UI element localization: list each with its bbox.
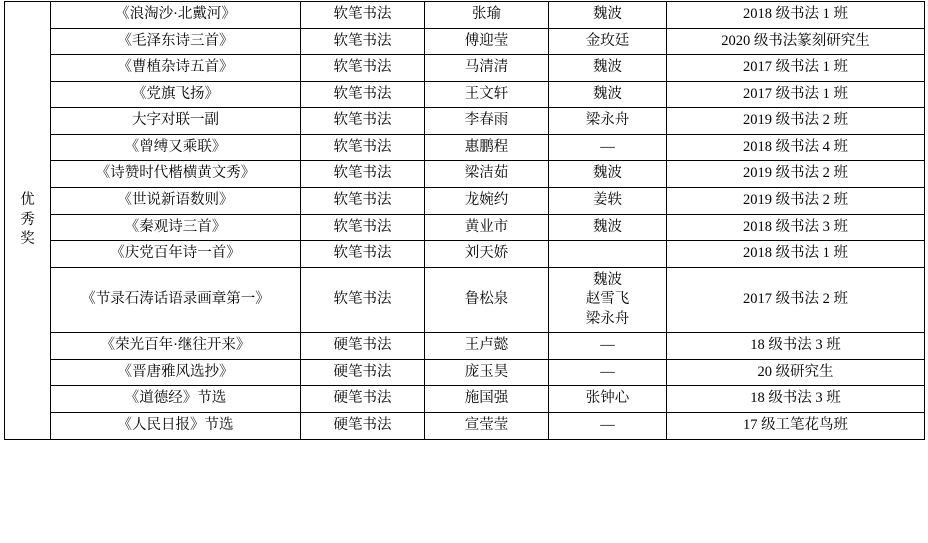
cell-class: 2018 级书法 3 班: [667, 214, 925, 241]
cell-class: 2019 级书法 2 班: [667, 187, 925, 214]
cell-work-title: 《庆党百年诗一首》: [51, 241, 301, 268]
cell-class: 2018 级书法 1 班: [667, 241, 925, 268]
cell-teacher: —: [549, 333, 667, 360]
cell-teacher: [549, 267, 667, 333]
cell-author: 施国强: [425, 386, 549, 413]
cell-category-type: 软笔书法: [301, 134, 425, 161]
category-cell: [5, 2, 51, 440]
cell-teacher: 魏波: [549, 55, 667, 82]
cell-category-type: 软笔书法: [301, 161, 425, 188]
cell-class: 2020 级书法篆刻研究生: [667, 28, 925, 55]
cell-author: 刘天娇: [425, 241, 549, 268]
cell-work-title: 《荣光百年·继往开来》: [51, 333, 301, 360]
table-row: [5, 413, 925, 440]
cell-class: 2019 级书法 2 班: [667, 161, 925, 188]
cell-category-type: 软笔书法: [301, 187, 425, 214]
table-row: [5, 386, 925, 413]
cell-teacher: 魏波: [549, 161, 667, 188]
cell-teacher: 魏波: [549, 2, 667, 29]
cell-category-type: 硬笔书法: [301, 333, 425, 360]
award-table: [4, 1, 925, 440]
teacher-name: 梁永舟: [585, 310, 630, 327]
cell-author: 梁洁茹: [425, 161, 549, 188]
category-label: [7, 191, 48, 250]
cell-teacher: 魏波: [549, 214, 667, 241]
cell-work-title: 《世说新语数则》: [51, 187, 301, 214]
table-row: [5, 108, 925, 135]
table-row: [5, 81, 925, 108]
document-page: [0, 1, 928, 543]
cell-class: 2017 级书法 1 班: [667, 55, 925, 82]
cell-work-title: 大字对联一副: [51, 108, 301, 135]
table-row: [5, 214, 925, 241]
cell-class: 17 级工笔花鸟班: [667, 413, 925, 440]
category-char: 奖: [20, 231, 35, 248]
cell-author: 惠鹏程: [425, 134, 549, 161]
cell-teacher: 梁永舟: [549, 108, 667, 135]
cell-author: 傅迎莹: [425, 28, 549, 55]
cell-work-title: 《曹植杂诗五首》: [51, 55, 301, 82]
cell-work-title: 《晋唐雅风选抄》: [51, 359, 301, 386]
cell-class: 2018 级书法 1 班: [667, 2, 925, 29]
cell-work-title: 《秦观诗三首》: [51, 214, 301, 241]
table-row: [5, 241, 925, 268]
cell-teacher: [549, 241, 667, 268]
cell-class: 18 级书法 3 班: [667, 386, 925, 413]
cell-work-title: 《曾缚又乘联》: [51, 134, 301, 161]
cell-work-title: 《毛泽东诗三首》: [51, 28, 301, 55]
cell-teacher: —: [549, 413, 667, 440]
cell-teacher: —: [549, 359, 667, 386]
table-row: [5, 359, 925, 386]
table-row: [5, 28, 925, 55]
table-row: [5, 161, 925, 188]
teacher-name: 魏波: [593, 271, 622, 288]
cell-work-title: 《党旗飞扬》: [51, 81, 301, 108]
cell-category-type: 硬笔书法: [301, 413, 425, 440]
cell-author: 黄业市: [425, 214, 549, 241]
table-row: [5, 55, 925, 82]
cell-category-type: 硬笔书法: [301, 386, 425, 413]
cell-category-type: 硬笔书法: [301, 359, 425, 386]
cell-author: 王文轩: [425, 81, 549, 108]
cell-work-title: 《道德经》节选: [51, 386, 301, 413]
cell-work-title: 《诗赞时代楷横黄文秀》: [51, 161, 301, 188]
table-row: [5, 267, 925, 333]
cell-author: 庞玉昊: [425, 359, 549, 386]
category-char: 秀: [20, 211, 35, 228]
cell-class: 2019 级书法 2 班: [667, 108, 925, 135]
cell-category-type: 软笔书法: [301, 241, 425, 268]
cell-work-title: 《浪淘沙·北戴河》: [51, 2, 301, 29]
cell-category-type: 软笔书法: [301, 28, 425, 55]
cell-author: 王卢懿: [425, 333, 549, 360]
category-char: 优: [20, 191, 35, 208]
cell-author: 马清清: [425, 55, 549, 82]
cell-class: 20 级研究生: [667, 359, 925, 386]
cell-teacher: —: [549, 134, 667, 161]
cell-class: 18 级书法 3 班: [667, 333, 925, 360]
cell-class: 2017 级书法 1 班: [667, 81, 925, 108]
cell-teacher: 姜轶: [549, 187, 667, 214]
cell-category-type: 软笔书法: [301, 55, 425, 82]
cell-author: 李春雨: [425, 108, 549, 135]
cell-category-type: 软笔书法: [301, 2, 425, 29]
cell-author: 宣莹莹: [425, 413, 549, 440]
table-body: [5, 2, 925, 440]
cell-category-type: 软笔书法: [301, 108, 425, 135]
cell-category-type: 软笔书法: [301, 267, 425, 333]
cell-category-type: 软笔书法: [301, 81, 425, 108]
table-row: [5, 187, 925, 214]
table-row: [5, 333, 925, 360]
cell-author: 龙婉约: [425, 187, 549, 214]
teacher-name: 赵雪飞: [585, 291, 630, 308]
table-row: [5, 134, 925, 161]
table-row: [5, 2, 925, 29]
cell-teacher: 金玫廷: [549, 28, 667, 55]
cell-author: 张瑜: [425, 2, 549, 29]
cell-author: 鲁松泉: [425, 267, 549, 333]
cell-teacher: 魏波: [549, 81, 667, 108]
cell-work-title: 《人民日报》节选: [51, 413, 301, 440]
cell-teacher: 张钟心: [549, 386, 667, 413]
cell-work-title: 《节录石涛话语录画章第一》: [51, 267, 301, 333]
cell-category-type: 软笔书法: [301, 214, 425, 241]
cell-class: 2018 级书法 4 班: [667, 134, 925, 161]
cell-class: 2017 级书法 2 班: [667, 267, 925, 333]
